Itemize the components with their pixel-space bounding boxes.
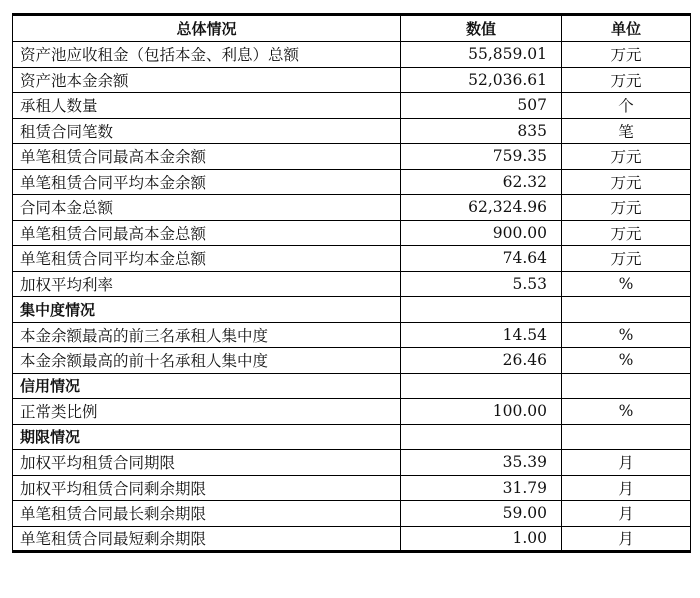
table-row (13, 348, 691, 374)
row-unit (562, 424, 691, 450)
table-row (13, 526, 691, 552)
row-label: 单笔租赁合同最高本金余额 (13, 144, 401, 170)
row-label: 承租人数量 (13, 93, 401, 119)
row-label: 正常类比例 (13, 399, 401, 425)
row-label: 资产池本金余额 (13, 67, 401, 93)
row-label: 信用情况 (13, 373, 401, 399)
row-unit: % (562, 348, 691, 374)
row-label: 加权平均租赁合同期限 (13, 450, 401, 476)
table-row (13, 93, 691, 119)
row-value: 74.64 (401, 246, 562, 272)
row-unit: % (562, 322, 691, 348)
row-label: 单笔租赁合同最高本金总额 (13, 220, 401, 246)
row-unit: % (562, 399, 691, 425)
row-unit: 万元 (562, 195, 691, 221)
row-label: 期限情况 (13, 424, 401, 450)
row-value: 62,324.96 (401, 195, 562, 221)
row-label: 本金余额最高的前十名承租人集中度 (13, 348, 401, 374)
table-row (13, 475, 691, 501)
section-row (13, 373, 691, 399)
row-unit (562, 297, 691, 323)
row-value: 900.00 (401, 220, 562, 246)
table-row (13, 195, 691, 221)
section-row (13, 424, 691, 450)
row-label: 集中度情况 (13, 297, 401, 323)
row-value: 1.00 (401, 526, 562, 552)
header-value: 数值 (401, 15, 562, 42)
header-overview: 总体情况 (13, 15, 401, 42)
table-header (13, 15, 691, 42)
row-label: 单笔租赁合同平均本金余额 (13, 169, 401, 195)
row-unit: 万元 (562, 169, 691, 195)
row-unit: 笔 (562, 118, 691, 144)
table-body (13, 42, 691, 552)
row-value: 35.39 (401, 450, 562, 476)
row-unit: 万元 (562, 220, 691, 246)
row-unit: 月 (562, 450, 691, 476)
table-row (13, 42, 691, 68)
row-unit: 月 (562, 526, 691, 552)
row-value (401, 297, 562, 323)
row-label: 租赁合同笔数 (13, 118, 401, 144)
row-unit (562, 373, 691, 399)
row-value: 62.32 (401, 169, 562, 195)
row-label: 合同本金总额 (13, 195, 401, 221)
row-label: 加权平均利率 (13, 271, 401, 297)
row-value (401, 424, 562, 450)
row-unit: 月 (562, 501, 691, 527)
row-value: 55,859.01 (401, 42, 562, 68)
table-row (13, 67, 691, 93)
row-unit: 个 (562, 93, 691, 119)
row-unit: 万元 (562, 144, 691, 170)
section-row (13, 297, 691, 323)
table-row (13, 144, 691, 170)
table-row (13, 399, 691, 425)
table-row (13, 246, 691, 272)
row-unit: 万元 (562, 246, 691, 272)
header-unit: 单位 (562, 15, 691, 42)
row-value: 5.53 (401, 271, 562, 297)
row-unit: % (562, 271, 691, 297)
row-value: 52,036.61 (401, 67, 562, 93)
row-unit: 月 (562, 475, 691, 501)
row-label: 单笔租赁合同平均本金总额 (13, 246, 401, 272)
table-row (13, 501, 691, 527)
row-label: 资产池应收租金（包括本金、利息）总额 (13, 42, 401, 68)
row-value: 759.35 (401, 144, 562, 170)
row-value: 100.00 (401, 399, 562, 425)
table-row (13, 118, 691, 144)
table-row (13, 450, 691, 476)
table-row (13, 220, 691, 246)
document-page (12, 13, 690, 553)
row-value (401, 373, 562, 399)
row-value: 31.79 (401, 475, 562, 501)
row-value: 835 (401, 118, 562, 144)
row-label: 单笔租赁合同最短剩余期限 (13, 526, 401, 552)
row-value: 14.54 (401, 322, 562, 348)
row-label: 加权平均租赁合同剩余期限 (13, 475, 401, 501)
row-label: 本金余额最高的前三名承租人集中度 (13, 322, 401, 348)
table-row (13, 322, 691, 348)
header-row (13, 15, 691, 42)
row-label: 单笔租赁合同最长剩余期限 (13, 501, 401, 527)
row-value: 59.00 (401, 501, 562, 527)
row-unit: 万元 (562, 67, 691, 93)
row-value: 507 (401, 93, 562, 119)
table-row (13, 169, 691, 195)
row-unit: 万元 (562, 42, 691, 68)
asset-pool-table (12, 13, 691, 553)
table-row (13, 271, 691, 297)
row-value: 26.46 (401, 348, 562, 374)
